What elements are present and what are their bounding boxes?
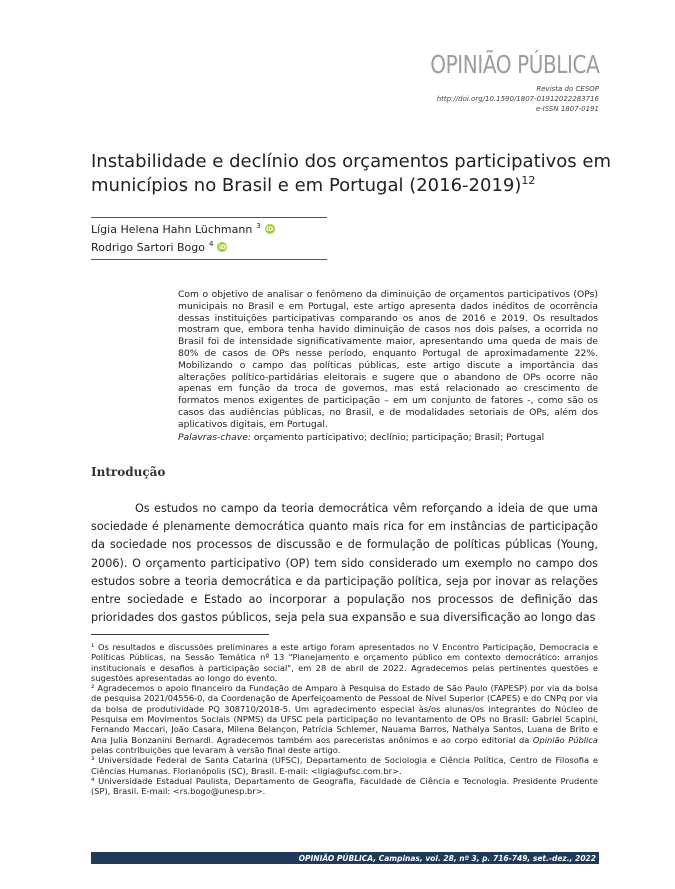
keywords <box>178 432 598 444</box>
footer-citation: OPINIÃO PÚBLICA, Campinas, vol. 28, nº 3, p. 716-749, set.-dez., 2022 <box>298 853 596 863</box>
footnote-separator <box>91 634 269 635</box>
keywords-list: orçamento participativo; declínio; participação; Brasil; Portugal <box>253 432 545 443</box>
author-rule-bottom <box>91 259 327 260</box>
author-rule-top <box>91 217 327 218</box>
author-1-name: Lígia Helena Hahn Lüchmann <box>91 222 253 236</box>
footnote-3: ³ Universidade Federal de Santa Catarina (UFSC), Departamento de Sociologia e Ciência Política, Centro de Filosofia e Ciências Humanas. Florianópolis (SC), Brasil. E-mail: <ligia@ufsc.com.br>. <box>91 755 598 776</box>
footnote-2 <box>91 683 598 755</box>
journal-name: OPINIÃO PÚBLICA <box>429 50 599 79</box>
orcid-icon[interactable]: iD <box>266 225 274 233</box>
article-title-text: Instabilidade e declínio dos orçamentos participativos em municípios no Brasil e em Portugal (2016-2019) <box>91 151 611 196</box>
author-1-note[interactable]: 3 <box>256 222 261 230</box>
author-2-name: Rodrigo Sartori Bogo <box>91 240 206 254</box>
abstract: Com o objetivo de analisar o fenômeno da diminuição de orçamentos participativos (OPs) municipais no Brasil e em Portugal, este artigo apresenta dados inéditos de ocorrência dessas instituições participativas comparando os anos de 2016 e 2019. Os resultados mostram que, embora tenha havido diminuição de casos nos dois países, a ocorrida no Brasil foi de intensidade significativamente maior, apresentando uma queda de mais de 80% de casos de OPs nesse período, enquanto Portugal de aproximadamente 22%. Mobilizando o campo das políticas públicas, este artigo discute a importância das alterações político-partidárias eleitorais e sugere que o abandono de OPs ocorre não apenas em função da troca de governos, mas está relacionado ao crescimento de formatos menos exigentes de participação – em um conjunto de fatores -, como são os casos das audiências públicas, no Brasil, e de modalidades setoriais de OPs, além dos aplicativos digitais, em Portugal. <box>178 289 598 430</box>
doi-link[interactable]: http://doi.org/10.1590/1807-01912022283716 <box>436 95 599 103</box>
footnotes <box>91 642 598 796</box>
footnote-2-text-a: ² Agradecemos o apoio financeiro da Fundação de Amparo à Pesquisa do Estado de São Paulo (FAPESP) por via da bolsa de pesquisa 2021/04556-0, da Coordenação de Aperfeiçoamento de Pessoal de Nível Superior (CAPES) e do CNPq por via da bolsa de produtividade PQ 308710/2018-5. Um agradecimento especial às/os alunas/os integrantes do Núcleo de Pesquisa em Movimentos Sociais (NPMS) da UFSC pela participação no levantamento de OPs no Brasil: Gabriel Scapini, Fernando Maccari, João Casara, Milena Belançon, Patrícia Schlemer, Nauama Barros, Nathalya Santos, Luana de Brito e Ana Julia Bonzanini Bernardi. Agradecemos também aos pareceristas anônimos e ao corpo editorial da <box>91 683 598 745</box>
footnote-2-text-b: pelas contribuições que levaram à versão final deste artigo. <box>91 744 341 755</box>
orcid-icon[interactable]: iD <box>218 243 226 251</box>
footer-bar <box>91 852 599 864</box>
article-title <box>91 150 611 198</box>
author-1 <box>91 222 275 236</box>
author-2-note[interactable]: 4 <box>209 240 214 248</box>
footnote-4: ⁴ Universidade Estadual Paulista, Departamento de Geografia, Faculdade de Ciência e Tecnologia. Presidente Prudente (SP), Brasil. E-mail: <rs.bogo@unesp.br>. <box>91 775 598 797</box>
author-2 <box>91 240 227 254</box>
issn: e-ISSN 1807-0191 <box>535 105 599 113</box>
journal-subtitle: Revista do CESOP <box>536 85 599 93</box>
keywords-label: Palavras-chave: <box>178 432 251 443</box>
footnote-1: ¹ Os resultados e discussões preliminares a este artigo foram apresentados no V Encontro Participação, Democracia e Políticas Públicas, na Sessão Temática nº 13 "Planejamento e orçamento público em contexto democrático: arranjos institucionais e desafios à participação social", em 28 de abril de 2022. Agradecemos pelas pertinentes questões e sugestões apresentadas ao longo do evento. <box>91 642 598 683</box>
intro-paragraph: Os estudos no campo da teoria democrática vêm reforçando a ideia de que uma sociedade é plenamente democrática quanto mais rica for em instâncias de participação da sociedade nos processos de discussão e de formulação de políticas públicas (Young, 2006). O orçamento participativo (OP) tem sido considerado um exemplo no campo dos estudos sobre a teoria democrática e da participação política, seja por inovar as relações entre sociedade e Estado ao incorporar a população nos processos de definição das prioridades dos gastos públicos, seja pela sua expansão e sua diversificação ao longo das <box>91 502 598 625</box>
footnote-2-journal: Opinião Pública <box>532 734 599 745</box>
title-footnote-ref[interactable]: 12 <box>521 174 536 187</box>
section-heading-intro: Introdução <box>91 465 166 479</box>
